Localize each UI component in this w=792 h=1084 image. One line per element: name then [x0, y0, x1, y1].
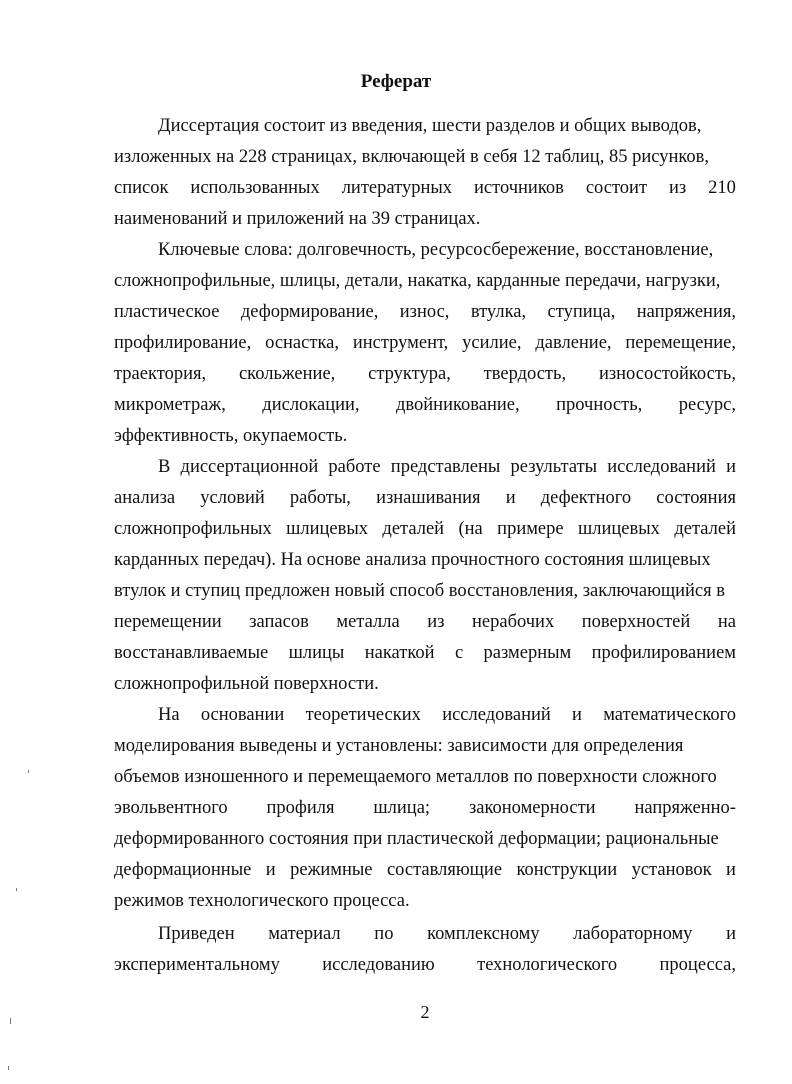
- scan-speck: [16, 888, 17, 891]
- word: процесса,: [659, 955, 736, 975]
- word: двойникование,: [396, 395, 520, 415]
- word: и: [726, 457, 736, 477]
- scan-speck: [28, 770, 29, 773]
- text-line: изложенных на 228 страницах, включающей в себя 12 таблиц, 85 рисунков,: [114, 147, 710, 167]
- word: список: [114, 178, 169, 198]
- word: На: [158, 705, 180, 725]
- word: конструкции: [516, 860, 618, 880]
- word: изнашивания: [376, 488, 481, 508]
- word: шлицы: [288, 643, 345, 663]
- word: втулка,: [470, 302, 527, 322]
- word: и: [726, 924, 736, 944]
- text-line: [114, 393, 736, 417]
- text-line: [114, 858, 736, 882]
- word: литературных: [341, 178, 453, 198]
- text-line: [114, 486, 736, 510]
- text-line: эффективность, окупаемость.: [114, 426, 348, 446]
- word: дефектного: [540, 488, 632, 508]
- text-line: сложнопрофильные, шлицы, детали, накатка, карданные передачи, нагрузки,: [114, 271, 721, 291]
- word: В: [158, 457, 171, 477]
- word: исследований: [607, 457, 716, 477]
- text-line: Ключевые слова: долговечность, ресурсосбережение, восстановление,: [158, 240, 714, 260]
- word: исследований: [442, 705, 551, 725]
- word: диссертационной: [180, 457, 319, 477]
- word: экспериментальному: [114, 955, 280, 975]
- word: использованных: [190, 178, 320, 198]
- word: лабораторному: [573, 924, 693, 944]
- word: установок: [631, 860, 712, 880]
- word: траектория,: [114, 364, 207, 384]
- word: и: [726, 860, 736, 880]
- word: запасов: [249, 612, 309, 632]
- word: эвольвентного: [114, 798, 228, 818]
- word: скольжение,: [238, 364, 336, 384]
- text-line: [114, 953, 736, 977]
- word: шлицевых: [578, 519, 660, 539]
- text-line: [114, 610, 736, 634]
- word: источников: [474, 178, 564, 198]
- word: размерным: [483, 643, 572, 663]
- word: профиля: [266, 798, 335, 818]
- text-line: [114, 331, 736, 355]
- text-line: Диссертация состоит из введения, шести разделов и общих выводов,: [158, 116, 702, 136]
- text-line: наименований и приложений на 39 страницах.: [114, 209, 481, 229]
- word: напряжения,: [636, 302, 736, 322]
- text-line: [158, 455, 736, 479]
- word: комплексному: [427, 924, 540, 944]
- text-line: [158, 922, 736, 946]
- word: состоит: [585, 178, 648, 198]
- word: инструмент,: [352, 333, 449, 353]
- text-line: режимов технологического процесса.: [114, 891, 410, 911]
- page-title: Реферат: [360, 71, 432, 92]
- word: технологического: [477, 955, 618, 975]
- word: Приведен: [158, 924, 235, 944]
- scan-speck: [8, 1066, 9, 1070]
- text-line: объемов изношенного и перемещаемого металлов по поверхности сложного: [114, 767, 717, 787]
- word: ступица,: [547, 302, 616, 322]
- word: и: [572, 705, 582, 725]
- word: износостойкость,: [598, 364, 736, 384]
- word: теоретических: [305, 705, 421, 725]
- word: деталей: [674, 519, 736, 539]
- word: исследованию: [322, 955, 435, 975]
- word: прочность,: [556, 395, 643, 415]
- word: с: [454, 643, 464, 663]
- word: и: [265, 860, 276, 880]
- text-line: втулок и ступиц предложен новый способ восстановления, заключающийся в: [114, 581, 726, 601]
- word: усилие,: [462, 333, 522, 353]
- word: представлены: [390, 457, 501, 477]
- word: анализа: [114, 488, 176, 508]
- word: по: [374, 924, 394, 944]
- word: перемещении: [114, 612, 222, 632]
- word: деталей: [382, 519, 445, 539]
- word: закономерности: [468, 798, 596, 818]
- word: дислокации,: [262, 395, 360, 415]
- text-line: карданных передач). На основе анализа прочностного состояния шлицевых: [114, 550, 711, 570]
- word: результаты: [510, 457, 598, 477]
- word: сложнопрофильных: [114, 519, 272, 539]
- word: пластическое: [114, 302, 220, 322]
- word: оснастка,: [265, 333, 339, 353]
- word: накаткой: [364, 643, 435, 663]
- word: из: [669, 178, 687, 198]
- word: примере: [497, 519, 564, 539]
- text-line: [158, 703, 736, 727]
- word: работы,: [289, 488, 351, 508]
- word: условий: [200, 488, 265, 508]
- word: шлица;: [373, 798, 431, 818]
- text-line: [114, 517, 736, 541]
- word: работе: [328, 457, 381, 477]
- word: на: [717, 612, 736, 632]
- word: из: [427, 612, 445, 632]
- word: состояния: [656, 488, 736, 508]
- text-line: [114, 300, 736, 324]
- word: ресурс,: [678, 395, 736, 415]
- word: профилирование,: [114, 333, 252, 353]
- text-line: [114, 641, 736, 665]
- word: износ,: [399, 302, 450, 322]
- text-line: деформированного состояния при пластической деформации; рациональные: [114, 829, 719, 849]
- word: шлицевых: [286, 519, 369, 539]
- text-line: сложнопрофильной поверхности.: [114, 674, 379, 694]
- text-line: [114, 176, 736, 200]
- word: металла: [336, 612, 400, 632]
- word: материал: [268, 924, 341, 944]
- word: профилированием: [591, 643, 736, 663]
- word: и: [505, 488, 516, 508]
- word: (на: [458, 519, 483, 539]
- word: напряженно-: [634, 798, 736, 818]
- text-line: моделирования выведены и установлены: зависимости для определения: [114, 736, 684, 756]
- word: деформирование,: [240, 302, 379, 322]
- word: перемещение,: [625, 333, 736, 353]
- word: нерабочих: [472, 612, 555, 632]
- text-line: [114, 362, 736, 386]
- page-number: 2: [420, 1002, 430, 1022]
- text-line: [114, 796, 736, 820]
- word: режимные: [290, 860, 373, 880]
- word: математического: [603, 705, 736, 725]
- word: поверхностей: [581, 612, 691, 632]
- word: давление,: [535, 333, 612, 353]
- word: восстанавливаемые: [114, 643, 269, 663]
- word: структура,: [368, 364, 451, 384]
- word: основании: [200, 705, 285, 725]
- scan-speck: [10, 1018, 11, 1024]
- word: составляющие: [386, 860, 503, 880]
- word: микрометраж,: [114, 395, 226, 415]
- word: деформационные: [114, 860, 252, 880]
- word: твердость,: [483, 364, 567, 384]
- word: 210: [708, 178, 736, 198]
